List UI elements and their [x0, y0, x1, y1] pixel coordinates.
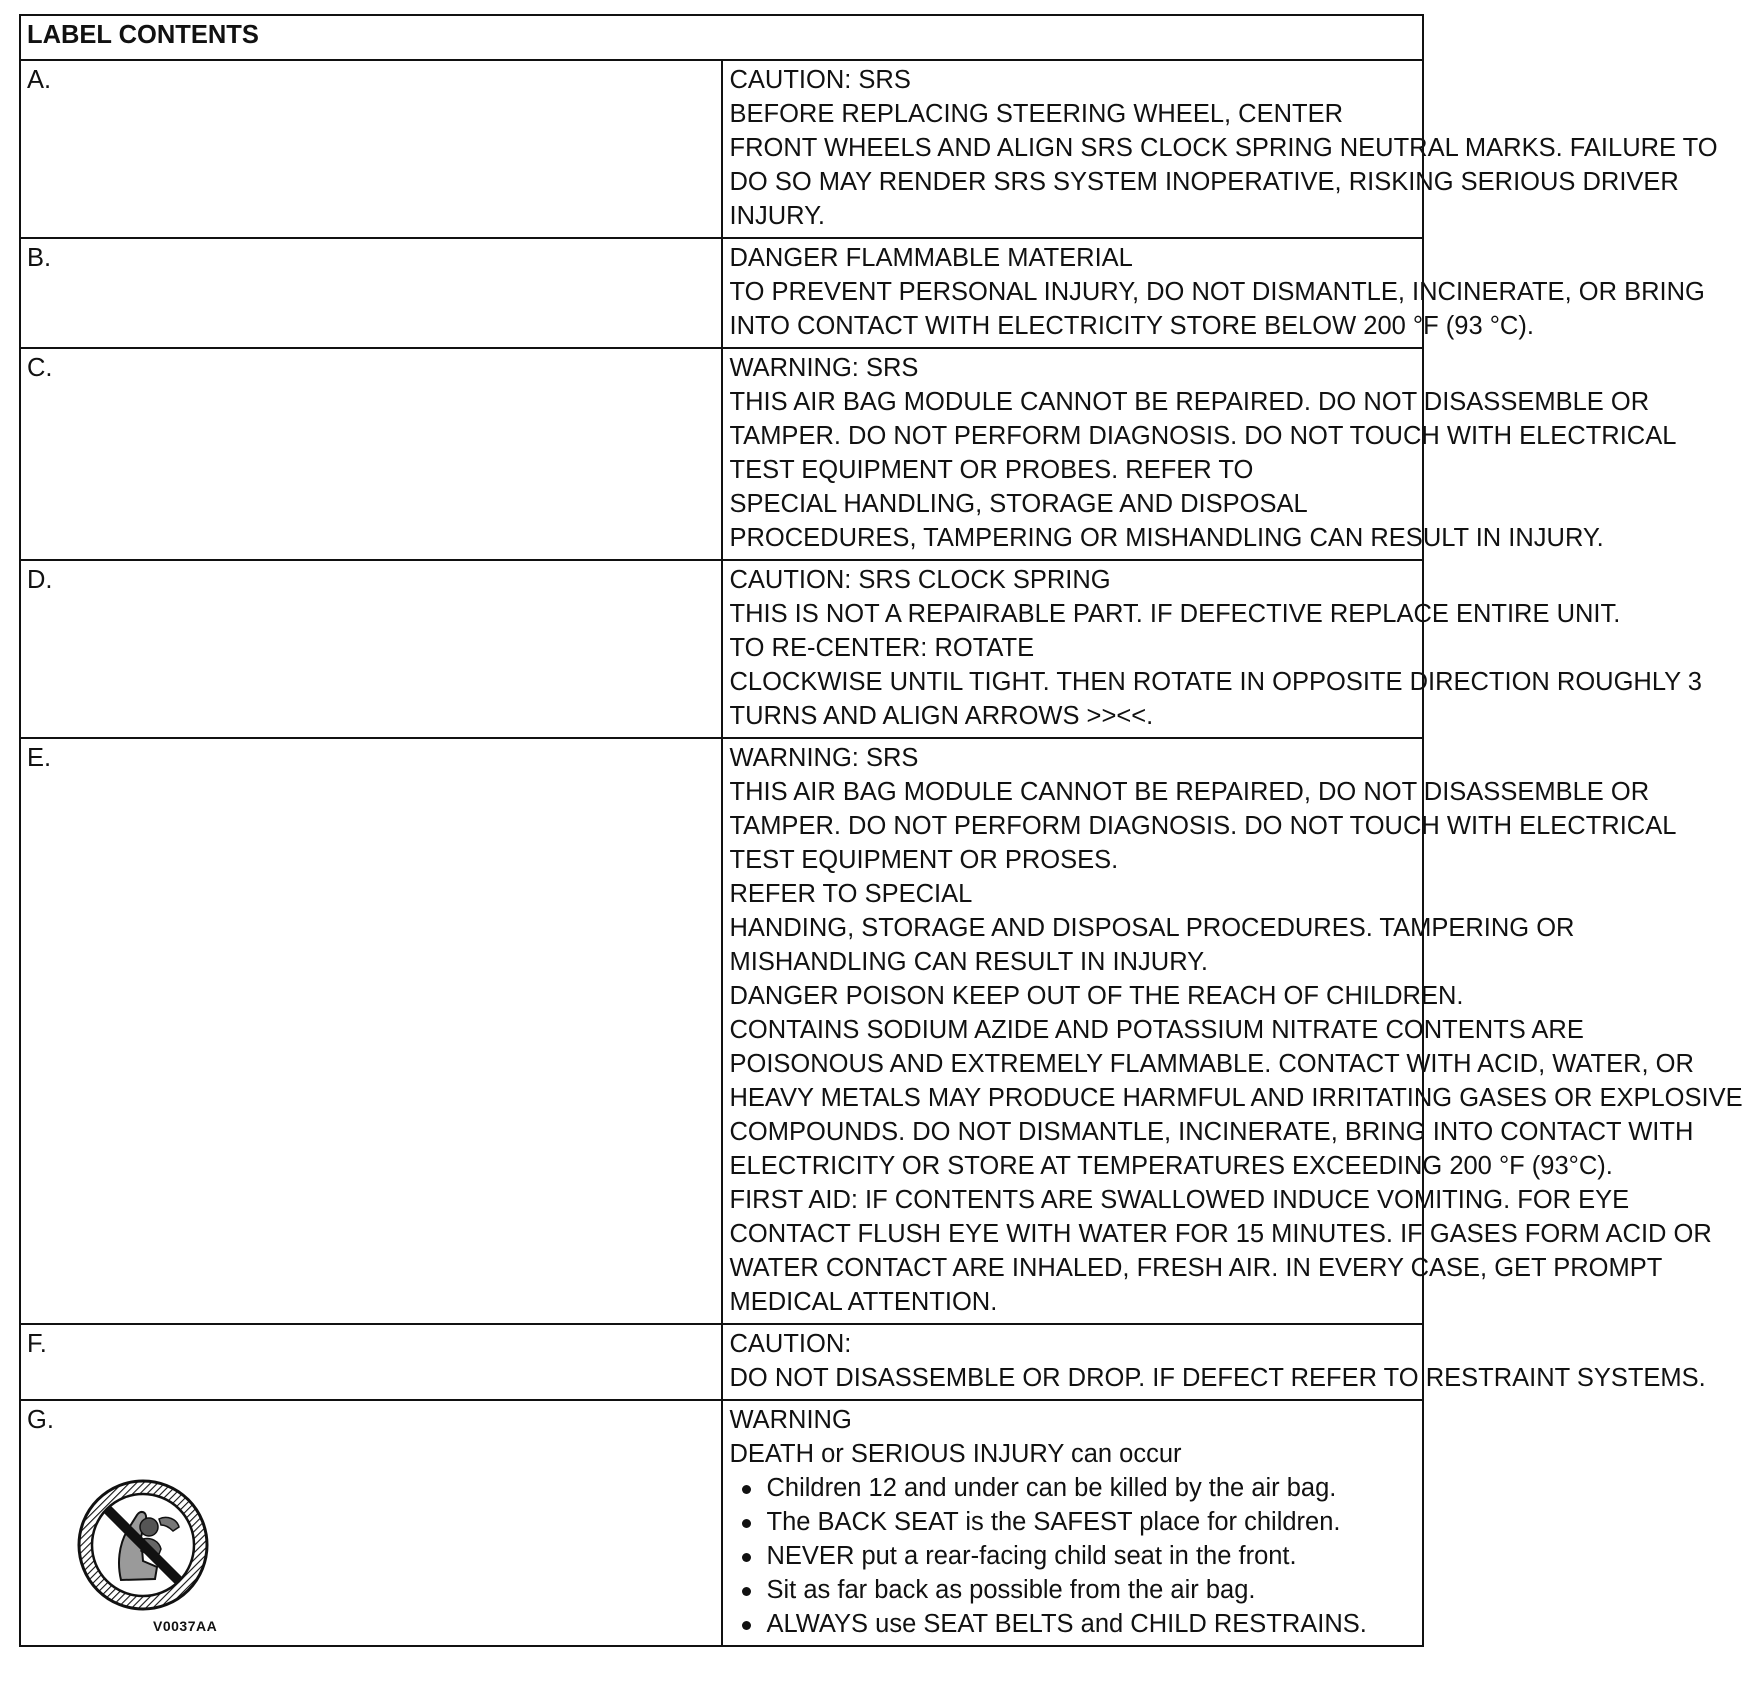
label-line: FIRST AID: IF CONTENTS ARE SWALLOWED INDUCE VOMITING. FOR EYE [729, 1186, 1630, 1214]
table-title: LABEL CONTENTS [20, 15, 1423, 60]
row-letter: C. [20, 348, 722, 560]
row-text [722, 738, 1743, 1324]
row-letter: F. [20, 1324, 722, 1400]
row-text [722, 348, 1677, 560]
label-line: DEATH or SERIOUS INJURY can occur [729, 1440, 1182, 1468]
label-line: THIS IS NOT A REPAIRABLE PART. IF DEFECTIVE REPLACE ENTIRE UNIT. [729, 600, 1621, 628]
label-line: INJURY. [729, 202, 825, 230]
label-heading: WARNING: SRS [729, 744, 919, 772]
row-text [722, 60, 1718, 238]
label-line: POISONOUS AND EXTREMELY FLAMMABLE. CONTACT WITH ACID, WATER, OR [729, 1050, 1694, 1078]
graphic-code: V0037AA [153, 1618, 218, 1634]
table-row [20, 1400, 1423, 1646]
label-line: PROCEDURES, TAMPERING OR MISHANDLING CAN RESULT IN INJURY. [729, 524, 1604, 552]
graphic-wrap [27, 1403, 715, 1633]
label-line: DANGER POISON KEEP OUT OF THE REACH OF CHILDREN. [729, 982, 1464, 1010]
label-heading: WARNING [729, 1406, 852, 1434]
label-line: TAMPER. DO NOT PERFORM DIAGNOSIS. DO NOT TOUCH WITH ELECTRICAL [729, 422, 1677, 450]
label-line: SPECIAL HANDLING, STORAGE AND DISPOSAL [729, 490, 1308, 518]
row-letter: B. [20, 238, 722, 348]
list-item: The BACK SEAT is the SAFEST place for children. [730, 1505, 1415, 1539]
label-line: COMPOUNDS. DO NOT DISMANTLE, INCINERATE, BRING INTO CONTACT WITH [729, 1118, 1694, 1146]
row-text [722, 1400, 1424, 1646]
label-line: FRONT WHEELS AND ALIGN SRS CLOCK SPRING NEUTRAL MARKS. FAILURE TO [729, 134, 1718, 162]
label-line: TO PREVENT PERSONAL INJURY, DO NOT DISMANTLE, INCINERATE, OR BRING [729, 278, 1705, 306]
list-item: Sit as far back as possible from the air bag. [730, 1573, 1415, 1607]
label-line: WATER CONTACT ARE INHALED, FRESH AIR. IN EVERY CASE, GET PROMPT [729, 1254, 1663, 1282]
list-item: ALWAYS use SEAT BELTS and CHILD RESTRAINS. [730, 1607, 1415, 1641]
label-line: DO NOT DISASSEMBLE OR DROP. IF DEFECT REFER TO RESTRAINT SYSTEMS. [729, 1364, 1706, 1392]
label-heading: CAUTION: [729, 1330, 852, 1358]
row-letter: E. [20, 738, 722, 1324]
table-row [20, 1324, 1423, 1400]
label-line: CONTAINS SODIUM AZIDE AND POTASSIUM NITRATE CONTENTS ARE [729, 1016, 1584, 1044]
label-line: CLOCKWISE UNTIL TIGHT. THEN ROTATE IN OPPOSITE DIRECTION ROUGHLY 3 [729, 668, 1702, 696]
label-line: THIS AIR BAG MODULE CANNOT BE REPAIRED. DO NOT DISASSEMBLE OR [729, 388, 1650, 416]
label-line: BEFORE REPLACING STEERING WHEEL, CENTER [729, 100, 1344, 128]
table-row [20, 560, 1423, 738]
label-line: TURNS AND ALIGN ARROWS >><<. [729, 702, 1154, 730]
list-item: NEVER put a rear-facing child seat in the front. [730, 1539, 1415, 1573]
label-line: TO RE-CENTER: ROTATE [729, 634, 1035, 662]
label-line: REFER TO SPECIAL [729, 880, 973, 908]
label-line: INTO CONTACT WITH ELECTRICITY STORE BELOW 200 °F (93 °C). [729, 312, 1534, 340]
warning-bullet-list [730, 1471, 1415, 1641]
row-letter-cell [20, 1400, 722, 1646]
table-row [20, 60, 1423, 238]
label-line: DO SO MAY RENDER SRS SYSTEM INOPERATIVE, RISKING SERIOUS DRIVER [729, 168, 1679, 196]
row-text [722, 560, 1702, 738]
label-line: TEST EQUIPMENT OR PROSES. [729, 846, 1119, 874]
row-letter: D. [20, 560, 722, 738]
label-line: HANDING, STORAGE AND DISPOSAL PROCEDURES. TAMPERING OR [729, 914, 1575, 942]
label-line: MISHANDLING CAN RESULT IN INJURY. [729, 948, 1208, 976]
label-heading: CAUTION: SRS [729, 66, 911, 94]
no-child-in-front-seat-icon [73, 1475, 213, 1615]
label-line: ELECTRICITY OR STORE AT TEMPERATURES EXCEEDING 200 °F (93°C). [729, 1152, 1613, 1180]
row-letter: G. [27, 1406, 54, 1434]
label-line: THIS AIR BAG MODULE CANNOT BE REPAIRED, DO NOT DISASSEMBLE OR [729, 778, 1650, 806]
label-heading: DANGER FLAMMABLE MATERIAL [729, 244, 1133, 272]
label-contents-table [19, 14, 1743, 1647]
label-line: TEST EQUIPMENT OR PROBES. REFER TO [729, 456, 1254, 484]
row-text [722, 238, 1705, 348]
label-line: TAMPER. DO NOT PERFORM DIAGNOSIS. DO NOT TOUCH WITH ELECTRICAL [729, 812, 1677, 840]
list-item: Children 12 and under can be killed by the air bag. [730, 1471, 1415, 1505]
label-line: CONTACT FLUSH EYE WITH WATER FOR 15 MINUTES. IF GASES FORM ACID OR [729, 1220, 1712, 1248]
table-row [20, 348, 1423, 560]
row-text [722, 1324, 1706, 1400]
label-heading: WARNING: SRS [729, 354, 919, 382]
row-letter: A. [20, 60, 722, 238]
label-heading: CAUTION: SRS CLOCK SPRING [729, 566, 1111, 594]
table-row [20, 238, 1423, 348]
table-row [20, 738, 1423, 1324]
label-line: HEAVY METALS MAY PRODUCE HARMFUL AND IRRITATING GASES OR EXPLOSIVE [729, 1084, 1743, 1112]
header-row [20, 15, 1423, 60]
label-line: MEDICAL ATTENTION. [729, 1288, 998, 1316]
